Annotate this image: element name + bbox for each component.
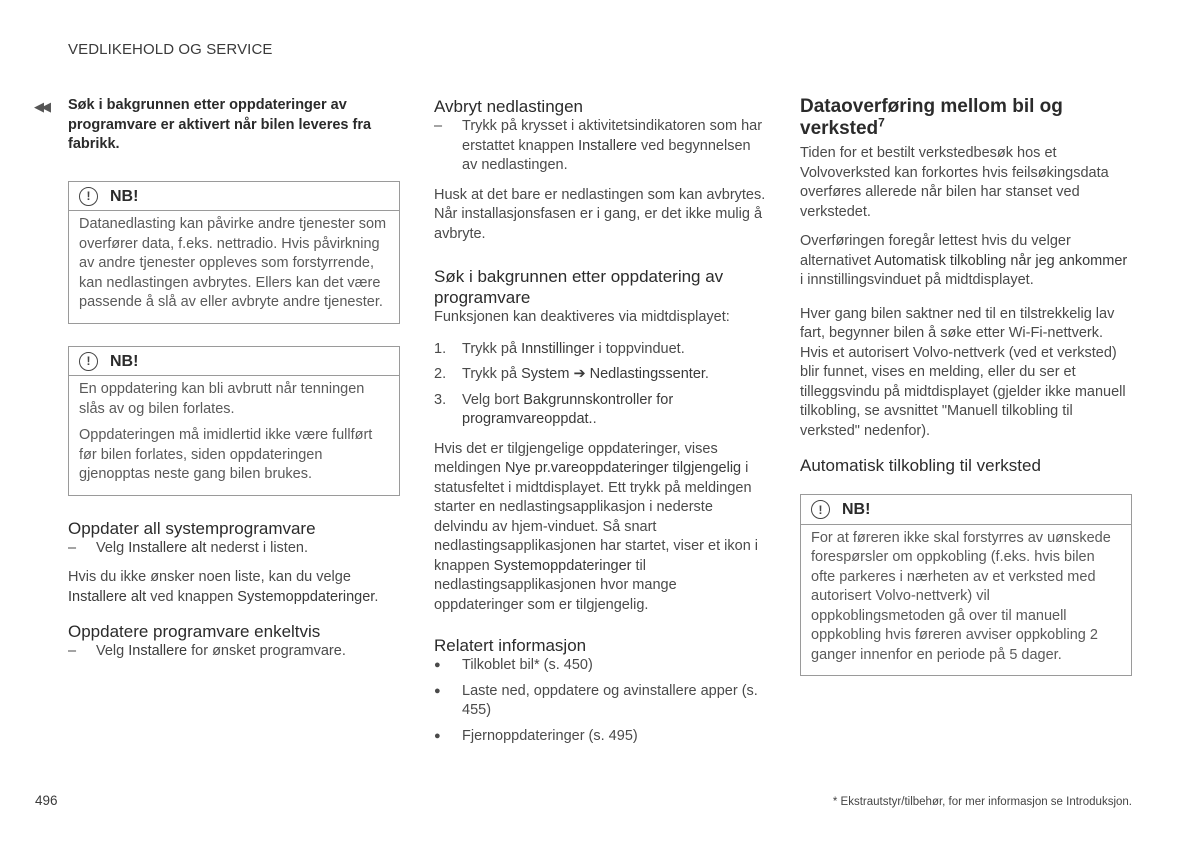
instruction-step (434, 117, 766, 176)
section-heading-data-transfer: Dataoverføring mellom bil og verksted$^7$ (800, 96, 1063, 139)
related-links-list (434, 656, 766, 746)
section-heading-auto-connect: Automatisk tilkobling til verksted (800, 456, 1041, 475)
dash-marker: – (434, 118, 443, 134)
lead-paragraph (34, 96, 400, 155)
note-text: For at føreren ikke skal forstyrres av uønskede forespørsler om oppkobling (f.eks. hvis bilen ofte parkeres i nærheten av et verksted med autorisert Volvo-nettverk) vil oppkoblingsmetoden gå over til manuell oppkobling hvis føreren avviser oppkobling 2 ganger innenfor en periode på 5 dager. (811, 529, 1111, 663)
section-heading-background-search: Søk i bakgrunnen etter oppdatering av programvare (434, 267, 724, 307)
note-header (69, 182, 399, 212)
paragraph: Hvis det er tilgjengelige oppdateringer, vises meldingen Nye pr.vareoppdateringer tilgjengelig i statusfeltet i midtdisplayet. Ett trykk på meldingen starter en nedlastingsapplikasjon i nederste delvindu av hjem-vinduet. Så snart nedlastingsapplikasjonen har startet, viser et ikon i knappen Systemoppdateringer til nedlastingsapplikasjonen hvor mange oppdateringer som er tilgjengelig. (434, 440, 759, 613)
dash-marker: – (68, 539, 77, 556)
note-body (69, 211, 399, 323)
column-right (800, 96, 1132, 698)
paragraph: Tiden for et bestilt verkstedbesøk hos et Volvoverksted kan forkortes hvis feilsøkingsdata overføres allerede når bilen har stanset ved verkstedet. (800, 145, 1109, 220)
note-box-update-interrupted (68, 346, 400, 496)
note-text: Datanedlasting kan påvirke andre tjenester som overfører data, f.eks. nettradio. Hvis påvirkning av andre tjenester oppleves som forstyrrende, kan nedlastingen avbrytes. Ellers kan det være passende å slå av eller avbryte andre tjenester. (79, 216, 387, 310)
instruction-step (68, 539, 400, 559)
step-text: Trykk på krysset i aktivitetsindikatoren som har erstattet knappen Installere ved begynnelsen av nedlastingen. (462, 118, 763, 173)
ui-label-new-updates-available: Nye pr.vareoppdateringer tilgjengelig (504, 460, 742, 476)
paragraph: Hvis du ikke ønsker noen liste, kan du velge Installere alt ved knappen Systemoppdateringer. (68, 569, 379, 605)
note-text: En oppdatering kan bli avbrutt når tenningen slås av og bilen forlates. (79, 381, 365, 417)
lead-text: Søk i bakgrunnen etter oppdateringer av programvare er aktivert når bilen leveres fra fabrikk. (68, 97, 372, 152)
page-number: 496 (35, 793, 58, 808)
note-body (801, 525, 1131, 676)
dash-marker: – (68, 643, 77, 659)
step-item: 2. Trykk på System ➔ Nedlastingssenter. (434, 366, 709, 382)
bullet-icon: ● (434, 684, 441, 697)
bullet-icon: ● (434, 659, 441, 671)
section-heading-update-all: Oppdater all systemprogramvare (68, 518, 316, 538)
ui-label-system-updates: Systemoppdateringer (493, 557, 632, 574)
note-text: Oppdateringen må imidlertid ikke være fullført før bilen forlates, siden oppdateringen gjenopptas neste gang bilen brukes. (79, 427, 373, 482)
bullet-icon: ● (434, 729, 441, 742)
related-link[interactable]: ● Tilkoblet bil* (s. 450) (434, 656, 766, 676)
note-title: NB! (110, 187, 139, 205)
paragraph: Hver gang bilen saktner ned til en tilstrekkelig lav fart, begynner bilen å søke etter Wi-Fi-nettverk. Hvis et autorisert Volvo-nettverk (ved et verksted) blir funnet, vises en melding, eller du ser et tilleggsvindu på midtdisplayet (gjelder ikke manuell tilkobling, se avsnittet "Manuell tilkobling til verksted" nedenfor). (800, 305, 1126, 439)
ui-label-auto-connect: Automatisk tilkobling når jeg ankommer (874, 252, 1128, 269)
step-text: Velg Installere alt nederst i listen. (96, 539, 308, 556)
note-header (801, 495, 1131, 525)
ui-label-install-all: Installere alt (68, 588, 147, 605)
paragraph: Funksjonen kan deaktiveres via midtdisplayet: (434, 309, 730, 325)
footnote: * Ekstrautstyr/tilbehør, for mer informasjon se Introduksjon. (832, 796, 1132, 808)
ui-label-install-all: Installere alt (128, 539, 207, 556)
note-body (69, 376, 399, 495)
step-text: Velg Installere for ønsket programvare. (96, 643, 346, 659)
ui-label-system-updates: Systemoppdateringer (237, 588, 375, 605)
ui-label-background-checks: Bakgrunnskontroller for programvareoppdat. (462, 391, 674, 427)
footnote-ref: 7 (878, 115, 885, 130)
step-item: 3. Velg bort Bakgrunnskontroller for programvareoppdat.. (434, 391, 674, 427)
page-header: VEDLIKEHOLD OG SERVICE (68, 41, 273, 58)
info-exclamation-icon: ! (79, 352, 98, 371)
note-title: NB! (110, 352, 139, 370)
note-box-data-download (68, 181, 400, 324)
section-heading-update-individually: Oppdatere programvare enkeltvis (68, 622, 321, 641)
section-heading-related-info: Relatert informasjon (434, 636, 587, 655)
ui-label-settings: Innstillinger (521, 340, 595, 357)
paragraph: Overføringen foregår lettest hvis du velger alternativet Automatisk tilkobling når jeg ankommer i innstillingsvinduet på midtdisplayet. (800, 233, 1128, 288)
paragraph: Husk at det bare er nedlastingen som kan avbrytes. Når installasjonsfasen er i gang, er det ikke mulig å avbryte. (434, 186, 766, 242)
numbered-steps (434, 340, 766, 430)
ui-label-install: Installere (128, 643, 188, 659)
step-item: 1. Trykk på Innstillinger i toppvinduet. (434, 340, 685, 357)
note-header (69, 347, 399, 377)
instruction-step (68, 642, 400, 662)
column-left (34, 96, 400, 672)
section-heading-cancel-download: Avbryt nedlastingen (434, 97, 584, 116)
note-box-auto-connect (800, 494, 1132, 676)
note-title: NB! (842, 501, 871, 518)
related-link[interactable]: ● Fjernoppdateringer (s. 495) (434, 727, 766, 747)
related-link[interactable]: ● Laste ned, oppdatere og avinstallere apper (s. 455) (434, 682, 766, 721)
continued-arrows-icon: ◀◀ (34, 99, 48, 114)
info-exclamation-icon: ! (79, 187, 98, 206)
ui-label-install: Installere (578, 137, 637, 154)
info-exclamation-icon: ! (811, 500, 830, 519)
ui-label-system-download-center: System ➔ Nedlastingssenter (521, 366, 705, 382)
column-middle (434, 96, 766, 752)
